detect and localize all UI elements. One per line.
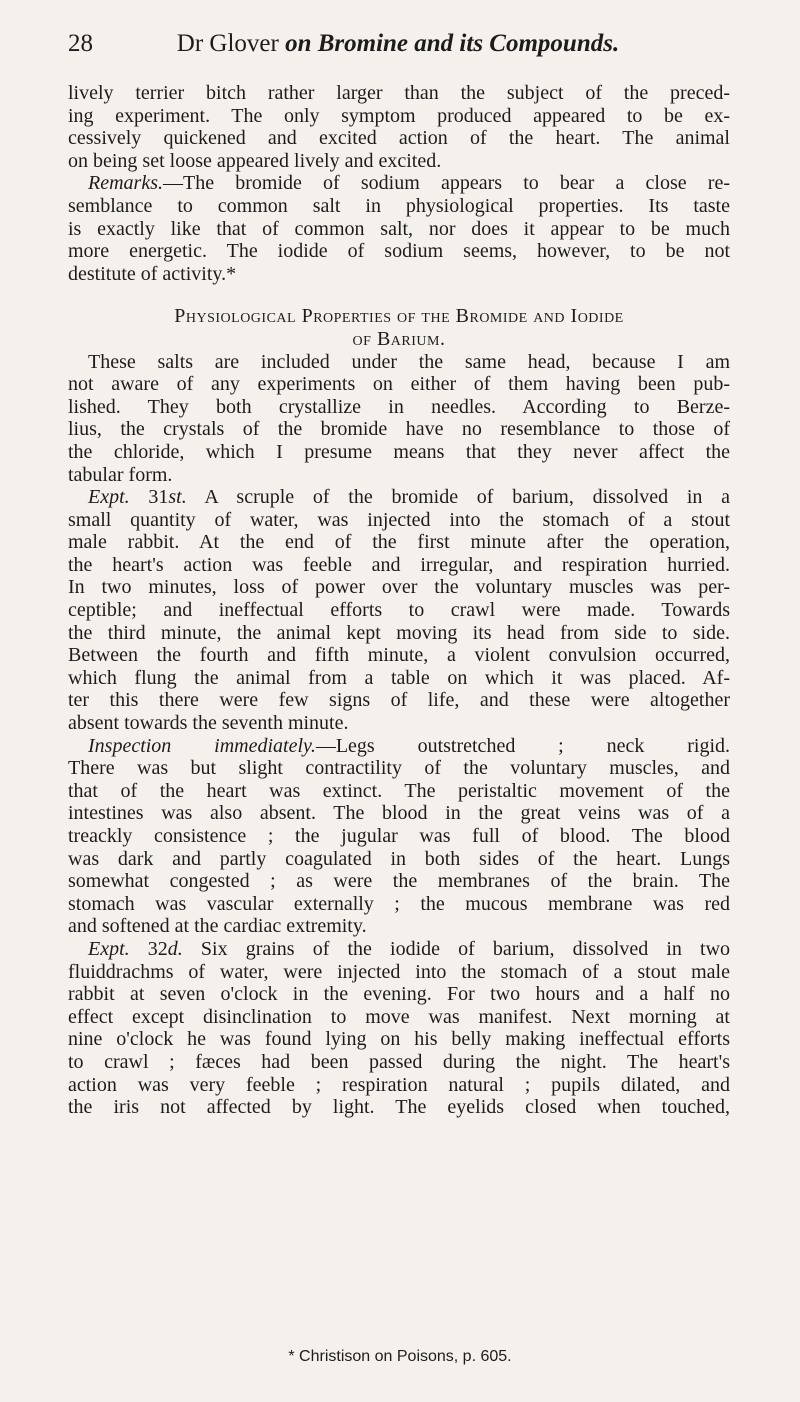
text-line: the chloride, which I presume means that they never affect the (68, 440, 730, 463)
text-line: that of the heart was extinct. The peristaltic movement of the (68, 779, 730, 802)
text-line: destitute of activity.* (68, 262, 237, 285)
footnote: * Christison on Poisons, p. 605. (288, 1348, 512, 1365)
paragraph-intro (68, 351, 730, 487)
paragraph-expt-31 (68, 486, 730, 735)
running-title-main: Bromine and its Compounds. (317, 30, 620, 57)
text-line (68, 172, 730, 195)
expt-32-number: 32 (147, 937, 168, 960)
paragraph-continuation (68, 82, 730, 172)
text-line: ter this there were few signs of life, and these were altogether (68, 689, 730, 712)
running-header (68, 30, 728, 66)
text-line (68, 735, 730, 758)
text-line: cessively quickened and excited action of the heart. The animal (68, 127, 730, 150)
text-line: fluiddrachms of water, were injected into the stomach of a stout male (68, 960, 730, 983)
text-line: effect except disinclination to move was manifest. Next morning at (68, 1005, 730, 1028)
paragraph-expt-32 (68, 938, 730, 1119)
text-line: lished. They both crystallize in needles. According to Berze- (68, 395, 730, 418)
running-title-author: Dr Glover (176, 30, 279, 57)
text-line: There was but slight contractility of the voluntary muscles, and (68, 757, 730, 780)
expt-31-label: Expt. (88, 486, 130, 509)
text-line: to crawl ; fæces had been passed during the night. The heart's (68, 1050, 730, 1073)
text-line: semblance to common salt in physiological properties. Its taste (68, 194, 730, 217)
text-line: action was very feeble ; respiration natural ; pupils dilated, and (68, 1073, 730, 1096)
inspection-label: Inspection immediately. (88, 734, 316, 757)
text-line (68, 938, 730, 961)
remarks-first-line: —The bromide of sodium appears to bear a close re- (162, 172, 730, 195)
text-line: ceptible; and ineffectual efforts to crawl were made. Towards (68, 599, 730, 622)
text-line: ing experiment. The only symptom produced appeared to be ex- (68, 104, 730, 127)
paragraph-remarks (68, 172, 730, 285)
expt-32-first-line: Six grains of the iodide of barium, dissolved in two (200, 937, 731, 960)
text-line: the third minute, the animal kept moving its head from side to side. (68, 621, 730, 644)
expt-31-first-line: A scruple of the bromide of barium, dissolved in a (204, 486, 731, 509)
remarks-label: Remarks. (88, 172, 163, 195)
text-line: treackly consistence ; the jugular was full of blood. The blood (68, 825, 730, 847)
text-line: nine o'clock he was found lying on his belly making ineffectual efforts (68, 1028, 730, 1051)
text-line: the iris not affected by light. The eyelids closed when touched, (68, 1096, 730, 1119)
text-line: which flung the animal from a table on which it was placed. Af- (68, 666, 730, 689)
text-line: is exactly like that of common salt, nor does it appear to be much (68, 217, 730, 240)
body-text (68, 82, 730, 1119)
text-line: lius, the crystals of the bromide have no resemblance to those of (68, 418, 730, 441)
expt-31-suffix: st. (168, 486, 187, 509)
text-line: male rabbit. At the end of the first minute after the operation, (68, 531, 730, 554)
running-title (68, 30, 728, 58)
text-line: absent towards the seventh minute. (68, 712, 349, 735)
text-line: somewhat congested ; as were the membranes of the brain. The (68, 870, 730, 893)
text-line (68, 486, 730, 509)
running-title-prefix: on (285, 30, 312, 57)
text-line: These salts are included under the same head, because I am (88, 350, 730, 373)
text-line: rabbit at seven o'clock in the evening. For two hours and a half no (68, 983, 730, 1006)
text-line: more energetic. The iodide of sodium seems, however, to be not (68, 240, 730, 263)
text-line: stomach was vascular externally ; the mucous membrane was red (68, 892, 730, 915)
text-line: on being set loose appeared lively and excited. (68, 149, 442, 172)
text-line: small quantity of water, was injected into the stomach of a stout (68, 508, 730, 531)
text-line: intestines was also absent. The blood in the great veins was of a (68, 802, 730, 825)
section-gap (68, 285, 730, 305)
text-line: and softened at the cardiac extremity. (68, 915, 367, 938)
text-line: lively terrier bitch rather larger than the subject of the preced- (68, 82, 730, 104)
text-line: was dark and partly coagulated in both sides of the heart. Lungs (68, 847, 730, 870)
text-line: not aware of any experiments on either of them having been pub- (68, 373, 730, 396)
text-line: Between the fourth and fifth minute, a violent convulsion occurred, (68, 644, 730, 667)
section-heading-line2: of Barium. (352, 327, 446, 350)
expt-32-label: Expt. (88, 937, 130, 960)
text-line: tabular form. (68, 463, 173, 486)
page-number: 28 (68, 30, 93, 57)
inspection-first-line: —Legs outstretched ; neck rigid. (315, 734, 730, 757)
text-line: In two minutes, loss of power over the voluntary muscles was per- (68, 576, 730, 599)
paragraph-inspection (68, 735, 730, 938)
expt-32-suffix: d. (167, 937, 183, 960)
text-line: the heart's action was feeble and irregular, and respiration hurried. (68, 553, 730, 576)
expt-31-number: 31 (148, 486, 169, 509)
section-heading: Physiological Properties of the Bromide and Iodide (174, 305, 624, 328)
